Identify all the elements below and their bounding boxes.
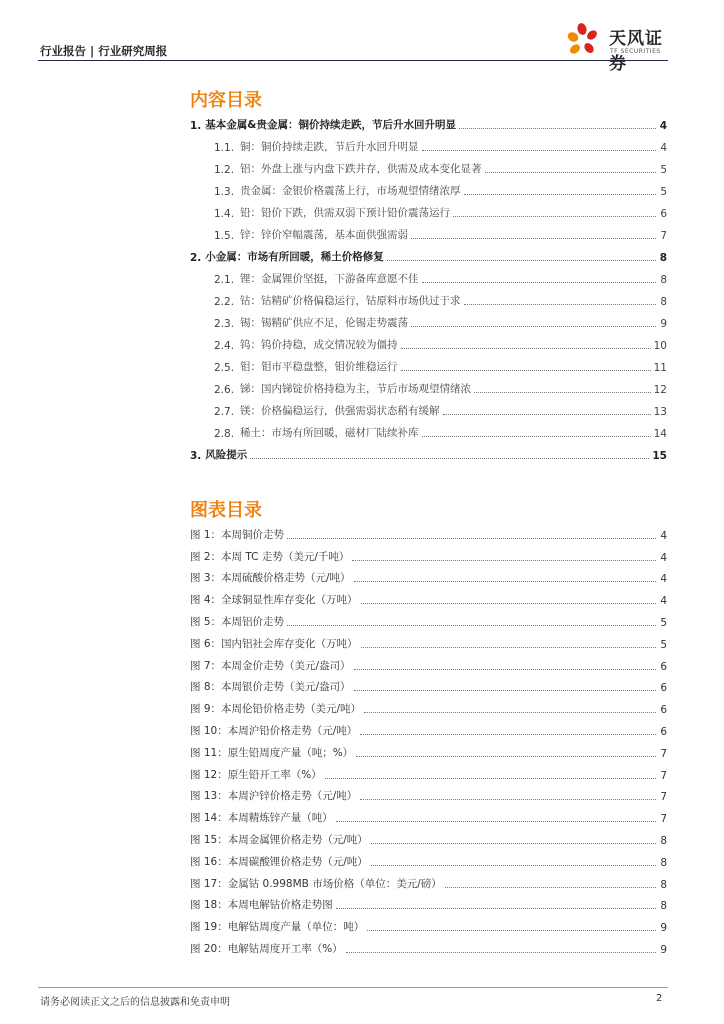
figure-item-page: 4	[660, 529, 667, 542]
header-divider	[38, 60, 668, 61]
toc-item-number: 1.4.	[214, 208, 235, 220]
toc-item-text: 铅：铅价下跌，供需双弱下预计铅价震荡运行	[240, 207, 451, 219]
figure-item-page: 4	[660, 551, 667, 564]
figure-leader	[354, 668, 656, 670]
toc-item-text: 风险提示	[205, 449, 248, 461]
toc-item-text: 钨：钨价持稳，成交情况较为僵持	[240, 339, 398, 351]
toc-leader	[387, 259, 656, 261]
toc-item-page: 6	[660, 208, 667, 220]
toc-item[interactable]	[190, 374, 667, 396]
figure-item-page: 8	[660, 900, 667, 913]
toc-item-text: 稀土：市场有所回暖，磁材厂陆续补库	[240, 427, 419, 439]
figure-item-text: 图 13：本周沪锌价格走势（元/吨）	[190, 790, 358, 803]
figure-item[interactable]	[190, 585, 667, 607]
figure-item-page: 4	[660, 595, 667, 608]
report-type-label: 行业报告 | 行业研究周报	[40, 44, 168, 58]
figure-item[interactable]	[190, 782, 667, 804]
toc-item-page: 12	[653, 384, 667, 396]
figure-item-text: 图 6：国内铝社会库存变化（万吨）	[190, 637, 358, 650]
toc-leader	[411, 325, 656, 327]
toc-item-text: 基本金属&贵金属：铜价持续走跌，节后升水回升明显	[205, 119, 456, 131]
figure-item-page: 8	[660, 878, 667, 891]
toc-item-page: 15	[652, 450, 667, 462]
list-of-figures	[190, 520, 667, 956]
figure-item[interactable]	[190, 716, 667, 738]
figure-leader	[364, 711, 656, 713]
figure-item-text: 图 1：本周铜价走势	[190, 528, 285, 541]
figure-item-page: 8	[660, 834, 667, 847]
toc-item-page: 4	[659, 120, 667, 132]
figure-leader	[354, 689, 656, 691]
figure-item[interactable]	[190, 760, 667, 782]
figure-item-text: 图 18：本周电解钴价格走势图	[190, 899, 333, 912]
toc-item-number: 1.3.	[214, 186, 235, 198]
figure-item-text: 图 17：金属钴 0.998MB 市场价格（单位：美元/磅）	[190, 877, 442, 890]
figure-item[interactable]	[190, 912, 667, 934]
figure-item-page: 7	[660, 813, 667, 826]
toc-item-text: 锂：金属锂价坚挺，下游备库意愿不佳	[240, 273, 419, 285]
toc-item[interactable]	[190, 110, 667, 132]
toc-item-number: 2.6.	[214, 384, 235, 396]
toc-item-page: 10	[653, 340, 667, 352]
figure-item-page: 8	[660, 856, 667, 869]
toc-item[interactable]	[190, 176, 667, 198]
toc-leader	[443, 413, 651, 415]
figure-item-text: 图 16：本周碳酸锂价格走势（元/吨）	[190, 855, 368, 868]
toc-item-number: 2.5.	[214, 362, 235, 374]
figure-leader	[287, 537, 656, 539]
figure-leader	[287, 624, 656, 626]
figure-item[interactable]	[190, 564, 667, 586]
toc-item-text: 锡：锡精矿供应不足，伦锡走势震荡	[240, 317, 409, 329]
figure-item-page: 7	[660, 747, 667, 760]
figure-item-page: 7	[660, 791, 667, 804]
figure-leader	[361, 602, 656, 604]
toc-leader	[422, 281, 656, 283]
figure-leader	[325, 777, 656, 779]
figure-leader	[354, 580, 656, 582]
page-number: 2	[656, 993, 663, 1004]
figure-leader	[336, 907, 656, 909]
figure-item[interactable]	[190, 651, 667, 673]
toc-leader	[474, 391, 651, 393]
toc-item-text: 小金属：市场有所回暖，稀土价格修复	[205, 251, 384, 263]
toc-item[interactable]	[190, 440, 667, 462]
figure-item-text: 图 14：本周精炼锌产量（吨）	[190, 812, 333, 825]
figure-item-page: 9	[660, 922, 667, 935]
figure-leader	[371, 842, 656, 844]
toc-item-text: 锌：锌价窄幅震荡，基本面供强需弱	[240, 229, 409, 241]
toc-item-number: 1.1.	[214, 142, 235, 154]
figure-leader	[445, 886, 656, 888]
figure-leader	[352, 559, 656, 561]
figure-item-text: 图 11：原生铅周度产量（吨；%）	[190, 746, 354, 759]
figure-item-text: 图 12：原生铅开工率（%）	[190, 768, 322, 781]
figure-item-text: 图 5：本周铝价走势	[190, 615, 285, 628]
logo-english-name: TF SECURITIES	[610, 48, 661, 55]
toc-item-text: 钴：钴精矿价格偏稳运行，钴原料市场供过于求	[240, 295, 461, 307]
toc-item-text: 贵金属：金银价格震荡上行，市场观望情绪浓厚	[240, 185, 461, 197]
figure-item-page: 6	[660, 725, 667, 738]
toc-item-number: 1.5.	[214, 230, 235, 242]
toc-item-page: 9	[660, 318, 667, 330]
toc-item-number: 2.1.	[214, 274, 235, 286]
footer-disclaimer: 请务必阅读正文之后的信息披露和免责申明	[40, 997, 230, 1008]
toc-item-text: 铜：铜价持续走跌，节后升水回升明显	[240, 141, 419, 153]
toc-item-number: 2.8.	[214, 428, 235, 440]
toc-item-number: 1.	[190, 120, 202, 132]
figure-item-text: 图 3：本周硫酸价格走势（元/吨）	[190, 572, 351, 585]
toc-title: 内容目录	[190, 90, 262, 111]
figure-item[interactable]	[190, 934, 667, 956]
figure-item-page: 9	[660, 943, 667, 956]
toc-item-page: 13	[653, 406, 667, 418]
toc-item-number: 2.7.	[214, 406, 235, 418]
figure-item-text: 图 10：本周沪铅价格走势（元/吨）	[190, 724, 358, 737]
toc-item-text: 钼：钼市平稳盘整，钼价维稳运行	[240, 361, 398, 373]
figure-item[interactable]	[190, 629, 667, 651]
figure-item[interactable]	[190, 738, 667, 760]
toc-item-page: 5	[660, 164, 667, 176]
figure-item-page: 5	[660, 616, 667, 629]
figures-title: 图表目录	[190, 500, 262, 521]
figure-leader	[346, 951, 656, 953]
page-header	[0, 0, 724, 74]
toc-leader	[422, 435, 651, 437]
figure-item-page: 6	[660, 660, 667, 673]
toc-leader	[464, 303, 656, 305]
table-of-contents	[190, 110, 667, 462]
toc-leader	[250, 457, 649, 459]
figure-item-text: 图 20：电解钴周度开工率（%）	[190, 942, 343, 955]
figure-leader	[361, 646, 656, 648]
toc-item-number: 2.2.	[214, 296, 235, 308]
toc-item[interactable]	[190, 418, 667, 440]
toc-leader	[411, 237, 656, 239]
toc-item[interactable]	[190, 132, 667, 154]
toc-leader	[401, 347, 651, 349]
flower-logo-icon	[565, 20, 605, 60]
toc-item-page: 8	[659, 252, 667, 264]
toc-item[interactable]	[190, 396, 667, 418]
figure-item[interactable]	[190, 542, 667, 564]
toc-item-page: 8	[660, 296, 667, 308]
toc-leader	[401, 369, 651, 371]
figure-item[interactable]	[190, 847, 667, 869]
company-logo	[565, 20, 675, 74]
logo-chinese-name: 天风证券	[609, 29, 663, 74]
toc-leader	[464, 193, 656, 195]
figure-item[interactable]	[190, 673, 667, 695]
toc-item-page: 11	[653, 362, 667, 374]
figure-item-page: 4	[660, 573, 667, 586]
toc-item[interactable]	[190, 242, 667, 264]
figure-item-text: 图 2：本周 TC 走势（美元/千吨）	[190, 550, 350, 563]
figure-leader	[360, 798, 656, 800]
toc-item-number: 3.	[190, 450, 202, 462]
toc-leader	[459, 127, 656, 129]
toc-item-text: 镁：价格偏稳运行，供强需弱状态稍有缓解	[240, 405, 440, 417]
figure-item[interactable]	[190, 803, 667, 825]
toc-item[interactable]	[190, 286, 667, 308]
toc-item-page: 14	[653, 428, 667, 440]
figure-item-page: 7	[660, 769, 667, 782]
toc-item-number: 2.3.	[214, 318, 235, 330]
figure-item-page: 6	[660, 682, 667, 695]
figure-item[interactable]	[190, 891, 667, 913]
toc-item-page: 8	[660, 274, 667, 286]
figure-item-text: 图 7：本周金价走势（美元/盎司）	[190, 659, 351, 672]
toc-item-page: 4	[660, 142, 667, 154]
figure-item-text: 图 15：本周金属锂价格走势（元/吨）	[190, 833, 368, 846]
toc-leader	[422, 149, 656, 151]
figure-leader	[371, 864, 656, 866]
toc-item[interactable]	[190, 154, 667, 176]
figure-item-page: 5	[660, 638, 667, 651]
toc-item-page: 7	[660, 230, 667, 242]
toc-item[interactable]	[190, 308, 667, 330]
toc-item[interactable]	[190, 220, 667, 242]
toc-item-page: 5	[660, 186, 667, 198]
figure-item-text: 图 19：电解钴周度产量（单位：吨）	[190, 921, 365, 934]
figure-leader	[360, 733, 656, 735]
figure-item-text: 图 8：本周银价走势（美元/盎司）	[190, 681, 351, 694]
footer-divider	[38, 987, 668, 988]
toc-item[interactable]	[190, 352, 667, 374]
toc-item-number: 2.	[190, 252, 202, 264]
figure-leader	[367, 929, 656, 931]
figure-item-text: 图 4：全球铜显性库存变化（万吨）	[190, 594, 358, 607]
toc-item[interactable]	[190, 198, 667, 220]
figure-leader	[336, 820, 656, 822]
figure-item[interactable]	[190, 825, 667, 847]
figure-item[interactable]	[190, 520, 667, 542]
figure-item[interactable]	[190, 607, 667, 629]
toc-item-text: 铝：外盘上涨与内盘下跌并存，供需及成本变化显著	[240, 163, 482, 175]
toc-item[interactable]	[190, 330, 667, 352]
figure-item-text: 图 9：本周伦铅价格走势（美元/吨）	[190, 703, 362, 716]
toc-item-number: 1.2.	[214, 164, 235, 176]
toc-item-text: 锑：国内锑锭价格持稳为主，节后市场观望情绪浓	[240, 383, 472, 395]
figure-leader	[356, 755, 656, 757]
figure-item-page: 6	[660, 704, 667, 717]
figure-item[interactable]	[190, 869, 667, 891]
toc-leader	[453, 215, 656, 217]
toc-leader	[485, 171, 656, 173]
figure-item[interactable]	[190, 694, 667, 716]
toc-item-number: 2.4.	[214, 340, 235, 352]
toc-item[interactable]	[190, 264, 667, 286]
